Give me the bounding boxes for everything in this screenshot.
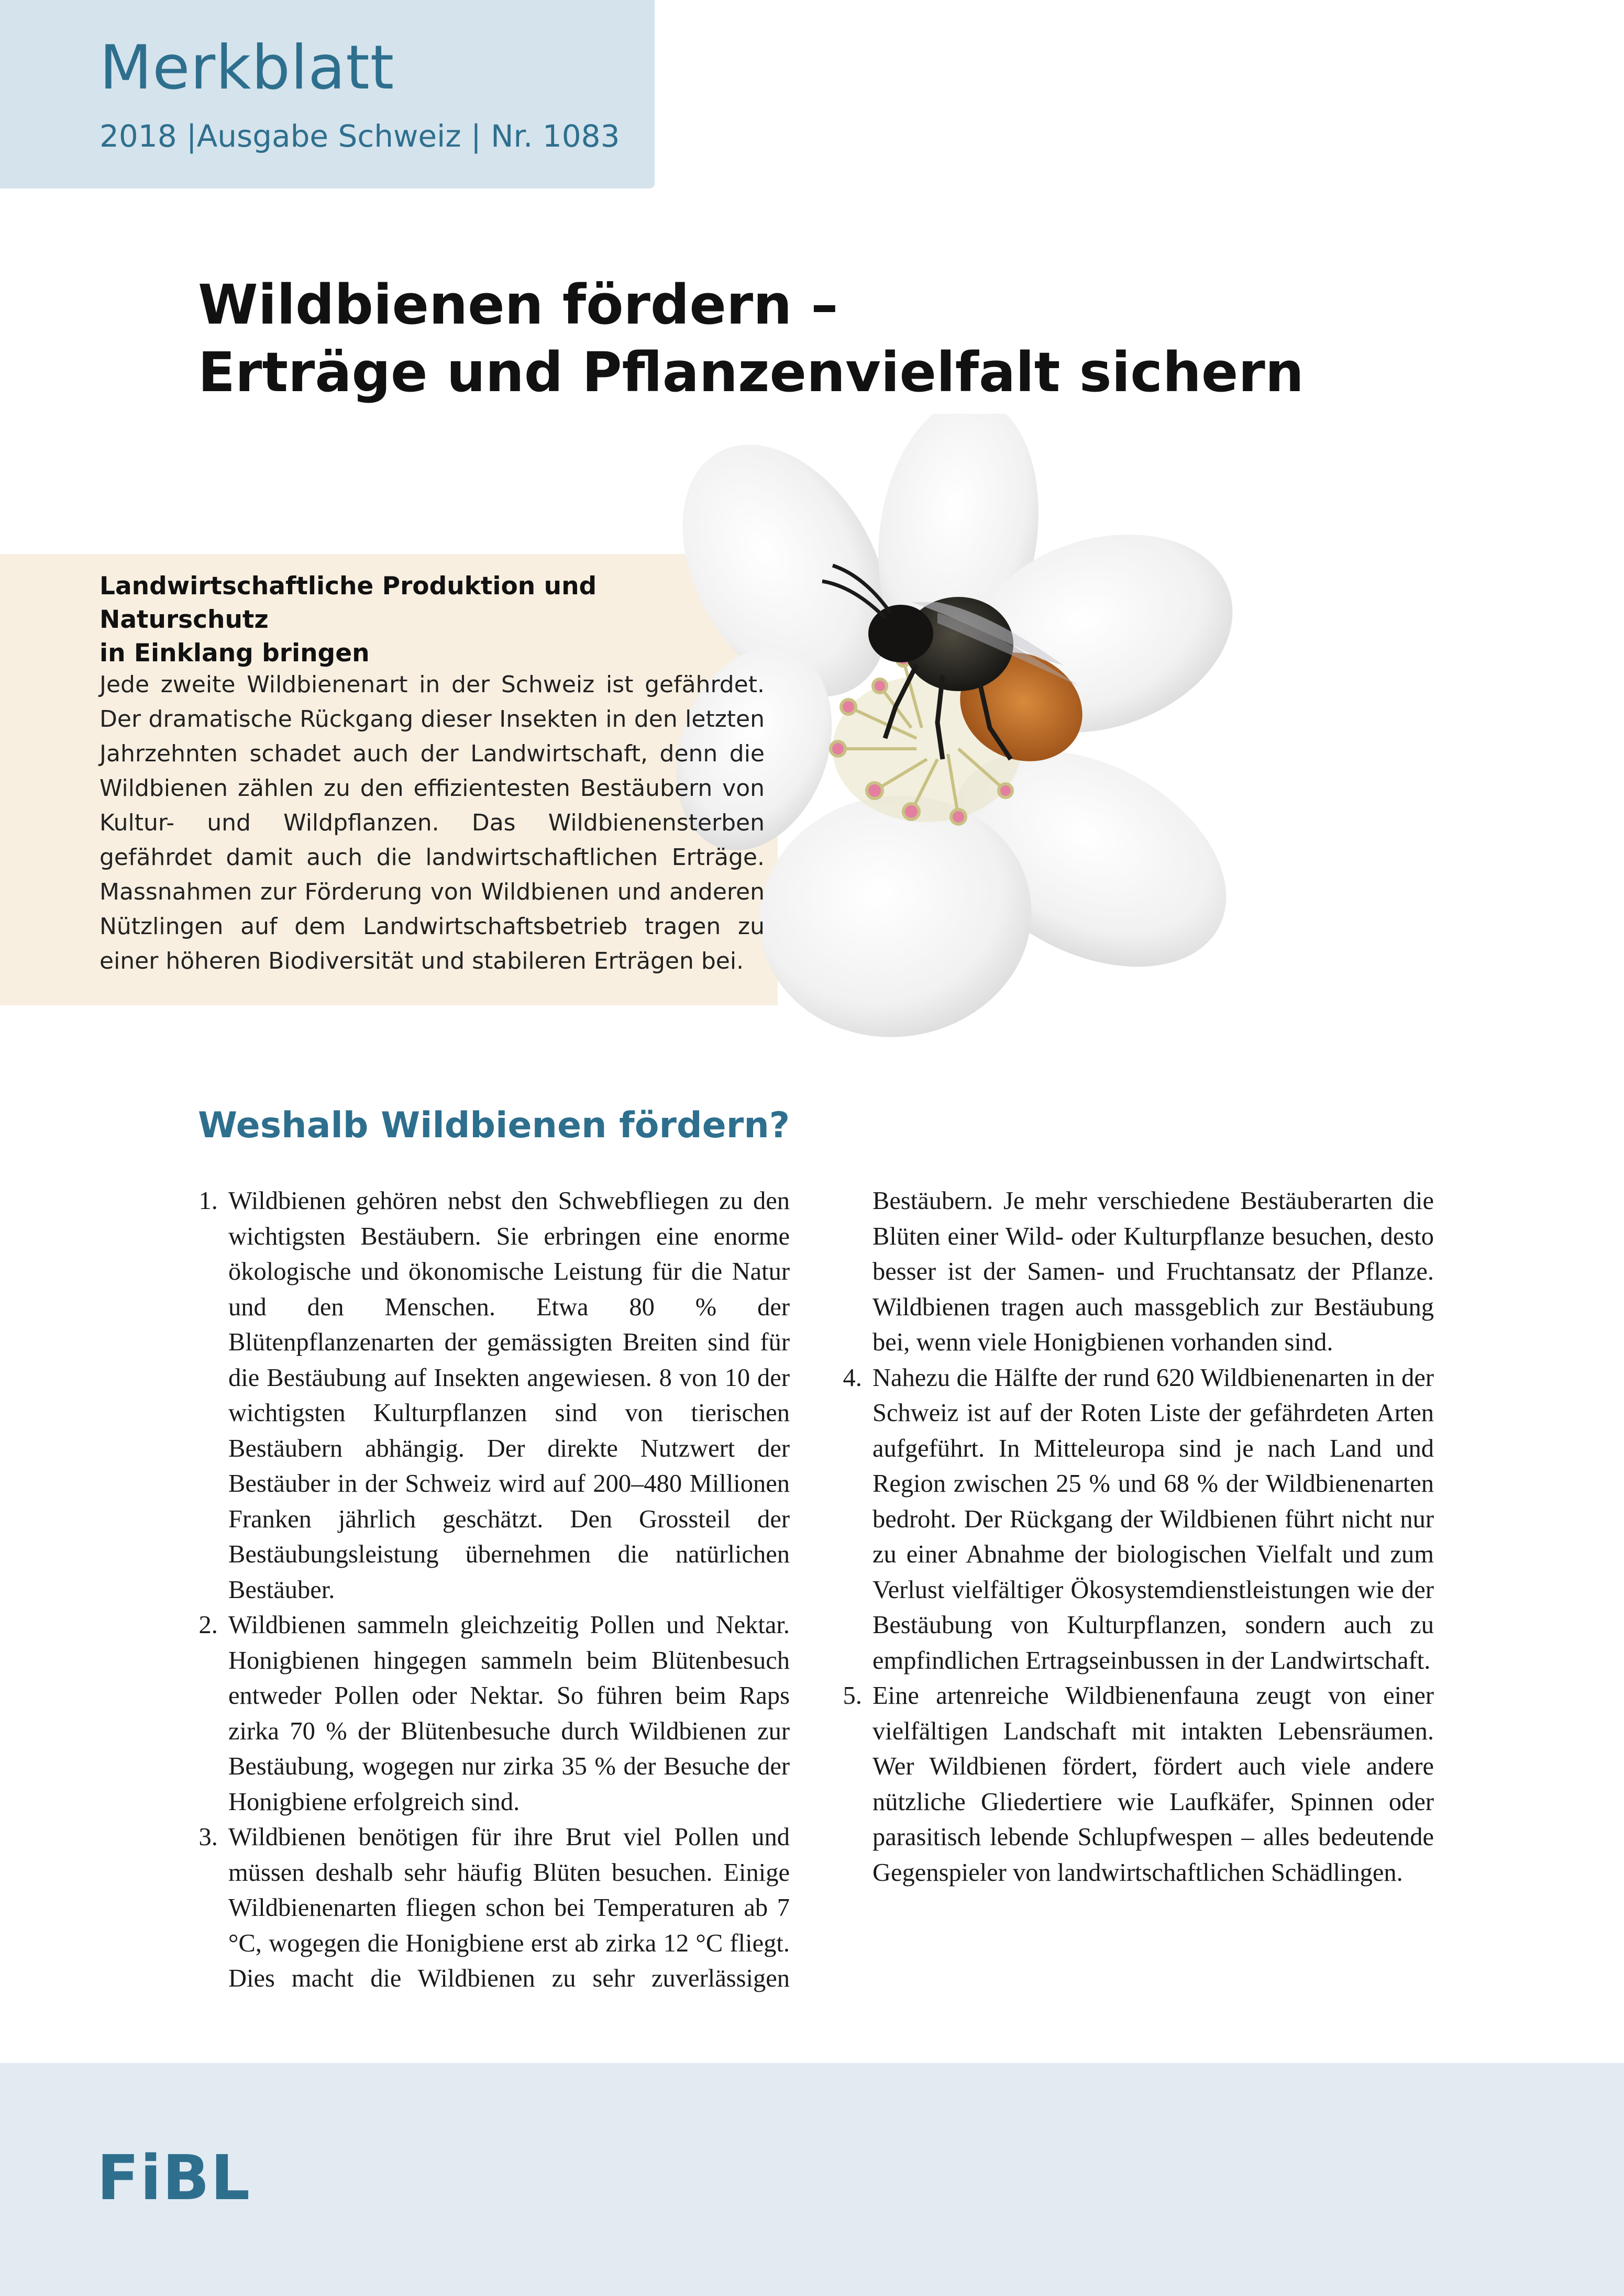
masthead-title: Merkblatt bbox=[100, 32, 395, 103]
intro-heading bbox=[100, 570, 765, 670]
issue-info: 2018 |Ausgabe Schweiz | Nr. 1083 bbox=[100, 118, 620, 154]
reason-item: 1. Wildbienen gehören nebst den Schwebfliegen zu den wichtigsten Bestäubern. Sie erbringen eine enorme ökologische und ökonomische Leistung für die Natur und den Menschen. Etwa 80 % der Blütenpflanzenarten der gemässigten Breiten sind für die Bestäubung auf Insekten angewiesen. 8 von 10 der wichtigsten Kulturpflanzen sind von tierischen Bestäubern abhängig. Der direkte Nutzwert der Bestäuber in der Schweiz wird auf 200–480 Millionen Franken jährlich geschätzt. Den Grossteil der Bestäubungsleistung übernehmen die natürlichen Bestäuber. bbox=[224, 1183, 790, 1607]
fibl-logo: FiBL bbox=[97, 2142, 251, 2214]
reason-item: 4. Nahezu die Hälfte der rund 620 Wildbienenarten in der Schweiz ist auf der Roten Liste der gefährdeten Arten aufgeführt. In Mitteleuropa sind je nach Land und Region zwischen 25 % und 68 % der Wildbienenarten bedroht. Der Rückgang der Wildbienen führt nicht nur zu einer Abnahme der biologischen Vielfalt und zum Verlust vielfältiger Ökosystemdienstleistungen wie der Bestäubung von Kulturpflanzen, sondern auch zu empfindlichen Ertragseinbussen in der Landwirtschaft. bbox=[868, 1360, 1434, 1679]
intro-heading-line2: in Einklang bringen bbox=[100, 639, 370, 668]
intro-text: Jede zweite Wildbienenart in der Schweiz ist gefährdet. Der dramatische Rückgang dieser Insekten in den letzten Jahrzehnten schadet auch der Landwirtschaft, denn die Wildbienen zählen zu den effizientesten Bestäubern von Kultur- und Wildpflanzen. Das Wildbienensterben gefährdet damit auch die landwirtschaftlichen Erträge. Massnahmen zur Förderung von Wildbienen und anderen Nützlingen auf dem Landwirtschaftsbetrieb tragen zu einer höheren Biodiversität und stabileren Erträgen bei. bbox=[100, 671, 765, 974]
page-title-line2: Erträge und Pflanzenvielfalt sichern bbox=[198, 340, 1304, 404]
reason-item: 3. Wildbienen benötigen für ihre Brut viel Pollen und müssen deshalb sehr häufig Blüten besuchen. Einige Wildbienenarten fliegen schon bei Temperaturen ab 7 °C, wogegen die Honigbiene erst ab zirka 12 °C fliegt. Dies macht die Wildbienen zu sehr zuverlässigen Bestäubern. Je mehr verschiedene Bestäuberarten die Blüten einer Wild- oder Kulturpflanze besuchen, desto besser ist der Samen- und Fruchtansatz der Pflanze. Wildbienen tragen auch massgeblich zur Bestäubung bei, wenn viele Honigbienen vorhanden sind. bbox=[224, 1183, 1434, 2026]
intro-heading-line1: Landwirtschaftliche Produktion und Naturschutz bbox=[100, 572, 597, 634]
masthead bbox=[0, 0, 655, 188]
page-title-line1: Wildbienen fördern – bbox=[198, 273, 838, 337]
reasons-list bbox=[193, 1183, 1434, 2026]
reason-item: 5. Eine artenreiche Wildbienenfauna zeugt von einer vielfältigen Landschaft mit intakten Lebensräumen. Wer Wildbienen fördert, fördert auch viele andere nützliche Gliedertiere wie Laufkäfer, Spinnen oder parasitisch lebende Schlupfwespen – alles bedeutende Gegenspieler von landwirtschaftlichen Schädlingen. bbox=[868, 1678, 1434, 1890]
section-heading: Weshalb Wildbienen fördern? bbox=[198, 1105, 790, 1146]
page-title bbox=[198, 271, 1304, 406]
reason-item: 2. Wildbienen sammeln gleichzeitig Pollen und Nektar. Honigbienen hingegen sammeln beim Blütenbesuch entweder Pollen oder Nektar. So führen beim Raps zirka 70 % der Blütenbesuche durch Wildbienen zur Bestäubung, wogegen nur zirka 35 % der Besuche der Honigbiene erfolgreich sind. bbox=[224, 1607, 790, 1820]
